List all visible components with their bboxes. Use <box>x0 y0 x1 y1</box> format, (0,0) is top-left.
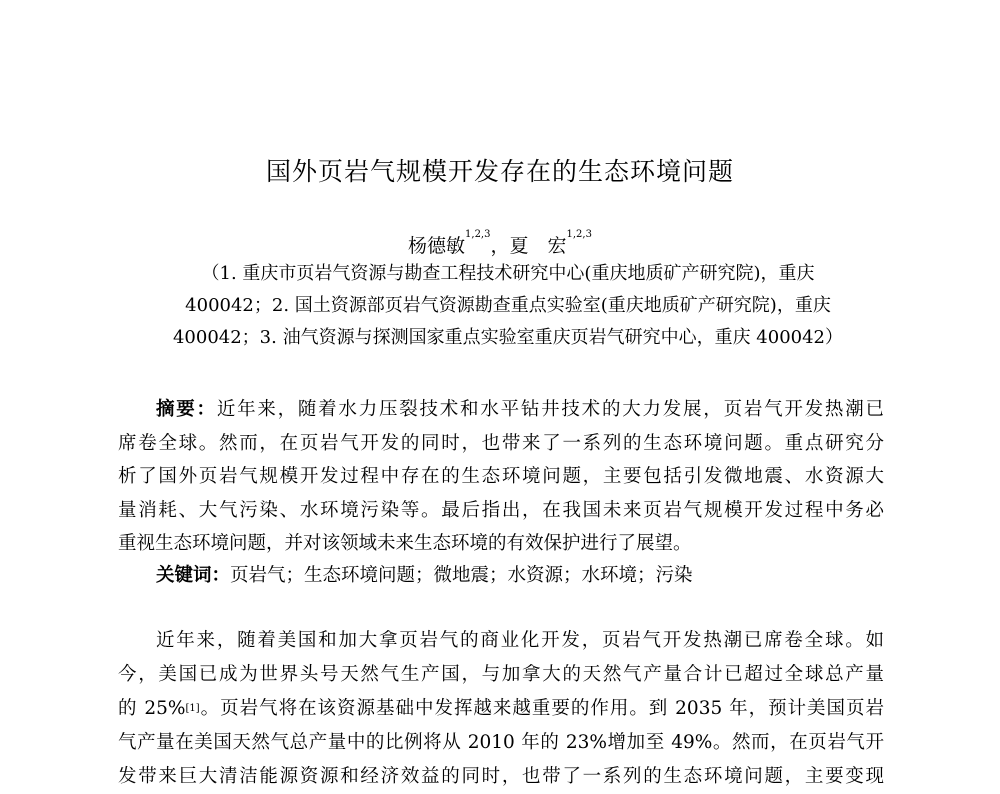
abstract-text: 近年来，随着水力压裂技术和水平钻井技术的大力发展，页岩气开发热潮已 <box>216 399 884 420</box>
keywords-text: 页岩气；生态环境问题；微地震；水资源；水环境；污染 <box>230 565 693 586</box>
affiliations <box>128 258 888 354</box>
paper-title: 国外页岩气规模开发存在的生态环境问题 <box>265 157 734 186</box>
abstract-line: 析了国外页岩气规模开发过程中存在的生态环境问题，主要包括引发微地震、水资源大 <box>118 466 884 487</box>
affiliation-line: 400042；3. 油气资源与探测国家重点实验室重庆页岩气研究中心，重庆 400042） <box>172 327 844 348</box>
body-paragraph <box>118 624 884 794</box>
abstract-line <box>118 393 884 427</box>
body-text-segment: 。页岩气将在该资源基础中发挥越来越重要的作用。到 2035 年，预计美国页岩 <box>199 698 884 719</box>
body-line <box>118 692 884 726</box>
affiliation-line: （1. 重庆市页岩气资源与勘查工程技术研究中心(重庆地质矿产研究院)，重庆 <box>201 263 815 284</box>
body-line: 今，美国已成为世界头号天然气生产国，与加拿大的天然气产量合计已超过全球总产量 <box>118 664 884 685</box>
abstract-line: 量消耗、大气污染、水环境污染等。最后指出，在我国未来页岩气规模开发过程中务必 <box>118 499 884 521</box>
author-affiliation-marker: 1,2,3 <box>566 229 592 240</box>
author-name: 夏 宏 <box>509 235 567 257</box>
abstract-line: 席卷全球。然而，在页岩气开发的同时，也带来了一系列的生态环境问题。重点研究分 <box>118 432 884 454</box>
body-text-segment: 的 25% <box>118 698 186 719</box>
body-line: 发带来巨大清洁能源资源和经济效益的同时，也带了一系列的生态环境问题，主要变现 <box>118 766 884 787</box>
author-separator: ， <box>490 235 510 257</box>
author-affiliation-marker: 1,2,3 <box>465 229 491 240</box>
body-line: 气产量在美国天然气总产量中的比例将从 2010 年的 23%增加至 49%。然而，在页岩气开 <box>118 732 884 753</box>
body-line: 近年来，随着美国和加大拿页岩气的商业化开发，页岩气开发热潮已席卷全球。如 <box>156 630 884 651</box>
author-line <box>0 231 1000 258</box>
citation-reference[interactable]: [1] <box>185 703 200 714</box>
abstract <box>118 393 884 561</box>
author-name: 杨德敏 <box>408 235 466 257</box>
keywords <box>156 561 693 587</box>
affiliation-line: 400042；2. 国土资源部页岩气资源勘查重点实验室(重庆地质矿产研究院)，重庆 <box>185 295 831 316</box>
keywords-label: 关键词： <box>156 565 231 586</box>
abstract-line: 重视生态环境问题，并对该领域未来生态环境的有效保护进行了展望。 <box>118 533 692 554</box>
abstract-label: 摘要： <box>156 399 217 420</box>
